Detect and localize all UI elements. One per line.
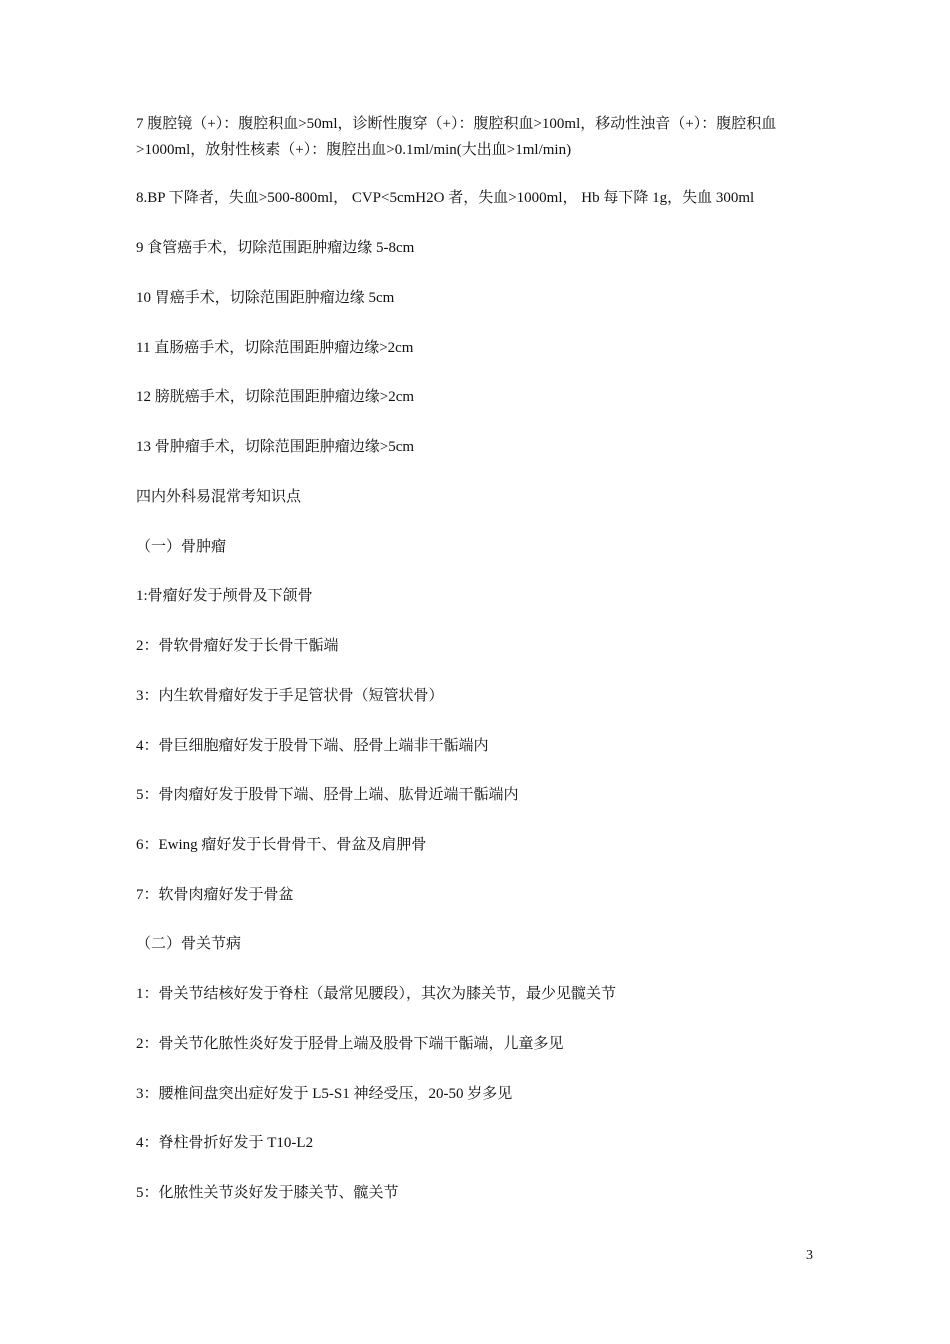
paragraph-blood-loss: 8.BP 下降者，失血>500-800ml， CVP<5cmH2O 者，失血>1000ml， Hb 每下降 1g，失血 300ml [136,190,755,206]
paragraph-bladder-cancer: 12 膀胱癌手术，切除范围距肿瘤边缘>2cm [136,389,415,405]
list-item: 3：腰椎间盘突出症好发于 L5-S1 神经受压，20-50 岁多见 [136,1086,513,1102]
paragraph-bone-tumor-surgery: 13 骨肿瘤手术，切除范围距肿瘤边缘>5cm [136,439,415,455]
list-item: 4：骨巨细胞瘤好发于股骨下端、胫骨上端非干骺端内 [136,738,489,754]
paragraph-esophageal-cancer: 9 食管癌手术，切除范围距肿瘤边缘 5-8cm [136,240,415,256]
paragraph-gastric-cancer: 10 胃癌手术，切除范围距肿瘤边缘 5cm [136,290,395,306]
list-item: 5：化脓性关节炎好发于膝关节、髋关节 [136,1185,399,1201]
paragraph-laparoscopy: 7 腹腔镜（+）：腹腔积血>50ml，诊断性腹穿（+）：腹腔积血>100ml，移动性浊音（+）：腹腔积血>1000ml，放射性核素（+）：腹腔出血>0.1ml/min(大出血>1ml/min) [136,116,777,158]
section-heading: 四内外科易混常考知识点 [136,489,302,505]
subsection-heading-joint-diseases: （二）骨关节病 [136,936,242,952]
list-item: 7：软骨肉瘤好发于骨盆 [136,887,294,903]
list-item: 1:骨瘤好发于颅骨及下颌骨 [136,588,313,604]
list-item: 3：内生软骨瘤好发于手足管状骨（短管状骨） [136,688,444,704]
list-item: 1：骨关节结核好发于脊柱（最常见腰段），其次为膝关节，最少见髋关节 [136,986,617,1002]
list-item: 6：Ewing 瘤好发于长骨骨干、骨盆及肩胛骨 [136,837,427,853]
paragraph-rectal-cancer: 11 直肠癌手术，切除范围距肿瘤边缘>2cm [136,340,414,356]
list-item: 4：脊柱骨折好发于 T10-L2 [136,1135,314,1151]
list-item: 5：骨肉瘤好发于股骨下端、胫骨上端、肱骨近端干骺端内 [136,787,519,803]
subsection-heading-bone-tumors: （一）骨肿瘤 [136,539,227,555]
list-item: 2：骨关节化脓性炎好发于胫骨上端及股骨下端干骺端，儿童多见 [136,1036,564,1052]
list-item: 2：骨软骨瘤好发于长骨干骺端 [136,638,339,654]
page-number: 3 [806,1248,813,1263]
